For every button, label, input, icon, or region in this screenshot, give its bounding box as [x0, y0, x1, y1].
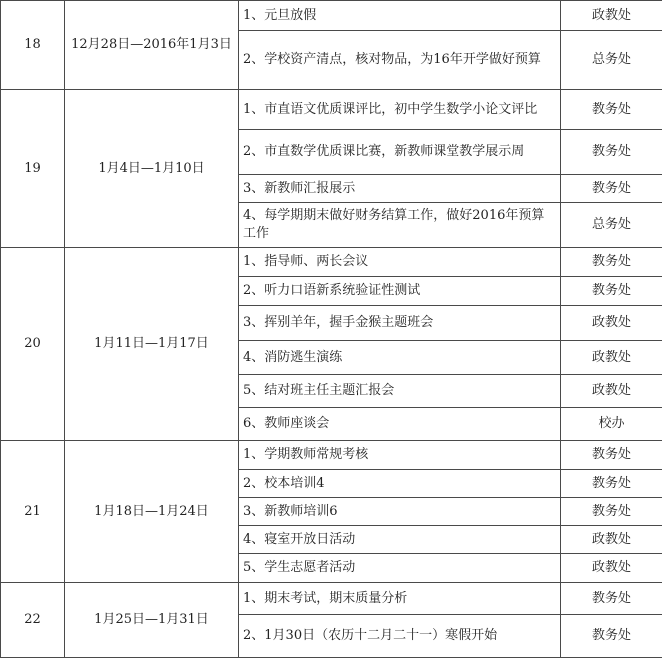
- department: 教务处: [561, 130, 662, 175]
- department: 教务处: [561, 248, 662, 277]
- week-number: 21: [1, 441, 65, 583]
- week-date-range: 1月4日—1月10日: [65, 90, 239, 248]
- department: 政教处: [561, 375, 662, 408]
- task-item: 2、市直数学优质课比赛，新教师课堂教学展示周: [239, 130, 561, 175]
- task-item: 5、结对班主任主题汇报会: [239, 375, 561, 408]
- department: 教务处: [561, 175, 662, 203]
- task-item: 5、学生志愿者活动: [239, 554, 561, 583]
- week-date-range: 1月11日—1月17日: [65, 248, 239, 441]
- week-number: 20: [1, 248, 65, 441]
- department: 教务处: [561, 90, 662, 130]
- department: 政教处: [561, 306, 662, 341]
- task-item: 4、消防逃生演练: [239, 341, 561, 375]
- task-item: 1、指导师、两长会议: [239, 248, 561, 277]
- task-item: 2、学校资产清点，核对物品，为16年开学做好预算: [239, 31, 561, 90]
- department: 总务处: [561, 31, 662, 90]
- task-item: 1、元旦放假: [239, 1, 561, 31]
- task-item: 6、教师座谈会: [239, 408, 561, 441]
- department: 政教处: [561, 526, 662, 554]
- task-item: 2、校本培训4: [239, 470, 561, 498]
- week-number: 22: [1, 583, 65, 658]
- task-item: 2、听力口语新系统验证性测试: [239, 277, 561, 306]
- week-date-range: 1月25日—1月31日: [65, 583, 239, 658]
- task-item: 3、挥别羊年，握手金猴主题班会: [239, 306, 561, 341]
- department: 教务处: [561, 615, 662, 658]
- department: 校办: [561, 408, 662, 441]
- task-item: 3、新教师汇报展示: [239, 175, 561, 203]
- department: 教务处: [561, 583, 662, 615]
- task-item: 1、市直语文优质课评比，初中学生数学小论文评比: [239, 90, 561, 130]
- department: 教务处: [561, 441, 662, 470]
- week-number: 18: [1, 1, 65, 90]
- task-item: 3、新教师培训6: [239, 498, 561, 526]
- task-item: 4、寝室开放日活动: [239, 526, 561, 554]
- department: 政教处: [561, 341, 662, 375]
- week-date-range: 12月28日—2016年1月3日: [65, 1, 239, 90]
- department: 教务处: [561, 498, 662, 526]
- table-row: [1, 441, 662, 470]
- department: 政教处: [561, 554, 662, 583]
- table-row: [1, 583, 662, 615]
- task-item: 1、期末考试，期末质量分析: [239, 583, 561, 615]
- department: 总务处: [561, 203, 662, 248]
- task-item: 1、学期教师常规考核: [239, 441, 561, 470]
- table-row: [1, 90, 662, 130]
- week-date-range: 1月18日—1月24日: [65, 441, 239, 583]
- task-item: 2、1月30日（农历十二月二十一）寒假开始: [239, 615, 561, 658]
- week-number: 19: [1, 90, 65, 248]
- department: 教务处: [561, 277, 662, 306]
- task-item: 4、每学期期末做好财务结算工作，做好2016年预算工作: [239, 203, 561, 248]
- table-row: [1, 1, 662, 31]
- department: 政教处: [561, 1, 662, 31]
- table-row: [1, 248, 662, 277]
- department: 教务处: [561, 470, 662, 498]
